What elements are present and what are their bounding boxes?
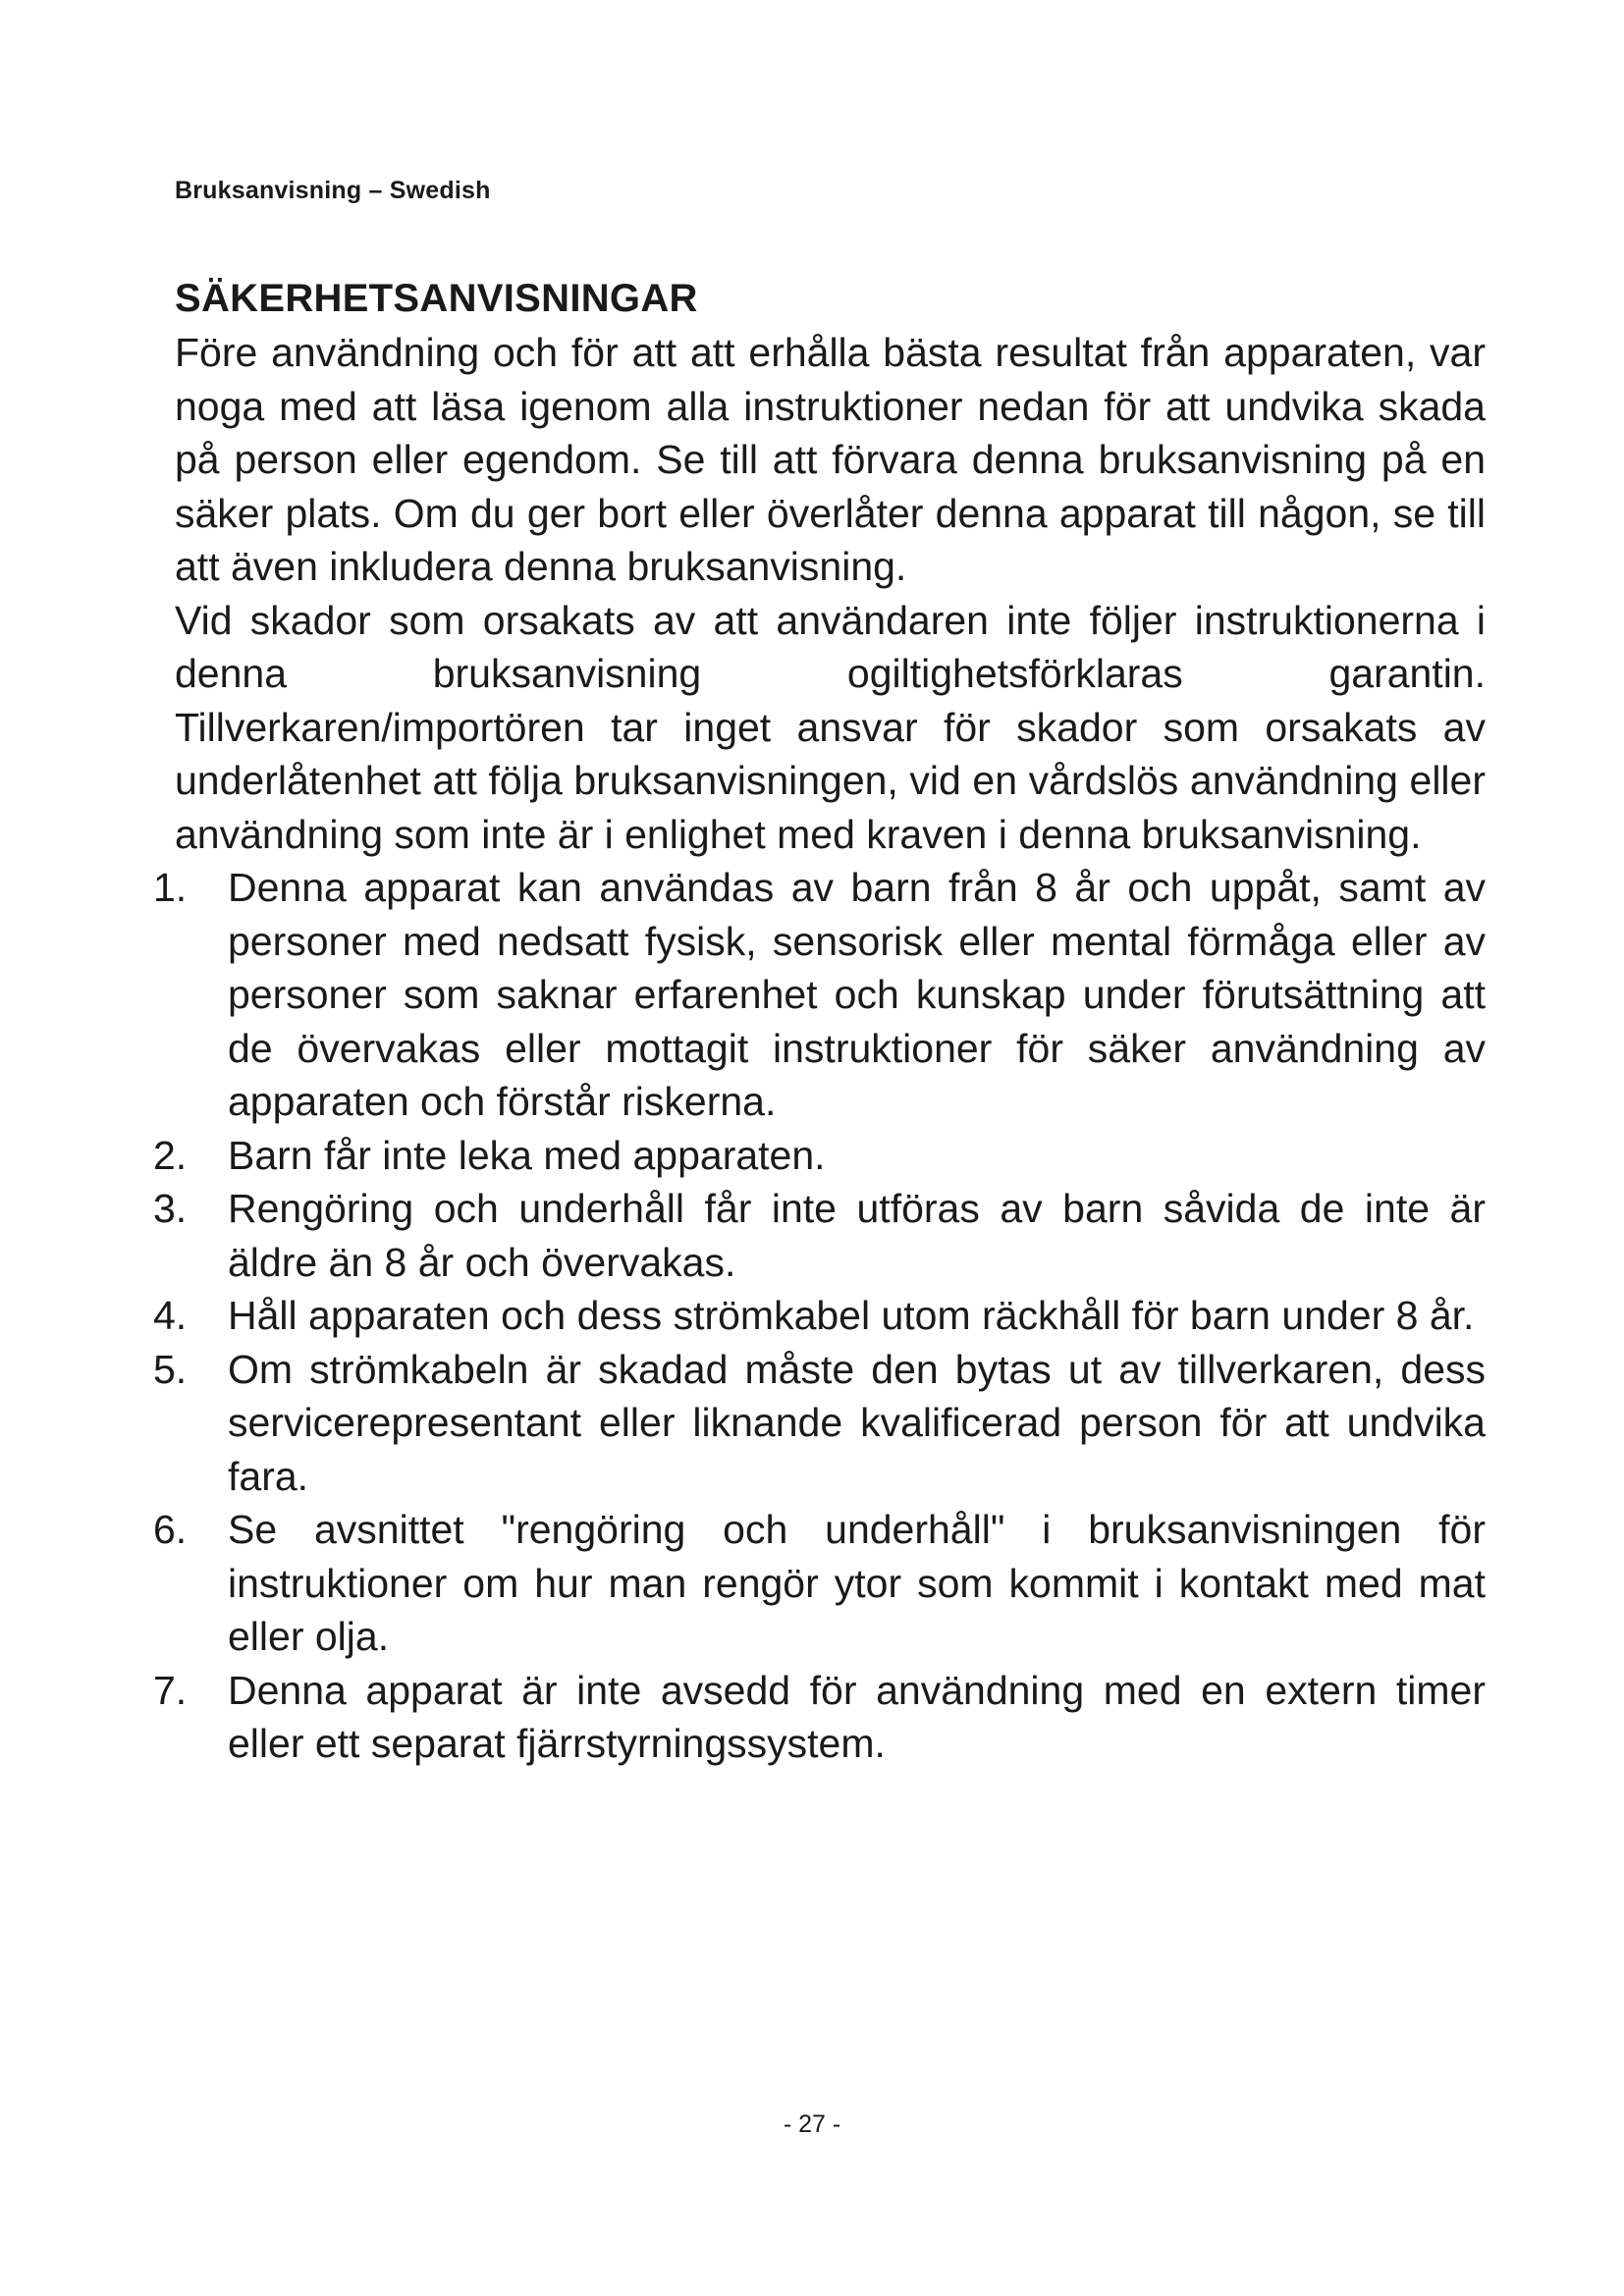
list-item-number: 2.	[153, 1132, 188, 1178]
document-header-label: Bruksanvisning – Swedish	[175, 177, 491, 204]
list-item	[153, 1343, 1486, 1504]
list-item-text: Håll apparaten och dess strömkabel utom räckhåll för barn under 8 år.	[228, 1293, 1475, 1338]
list-item-number: 5.	[153, 1346, 188, 1392]
list-item	[153, 861, 1486, 1129]
list-item-text: Om strömkabeln är skadad måste den bytas ut av tillverkaren, dess servicerepresentant eller liknande kvalificerad person för att undvika fara.	[228, 1346, 1486, 1499]
section-title: SÄKERHETSANVISNINGAR	[175, 277, 698, 320]
list-item-text: Se avsnittet "rengöring och underhåll" i bruksanvisningen för instruktioner om hur man rengör ytor som kommit i kontakt med mat eller olja.	[228, 1507, 1486, 1659]
safety-warning-list	[153, 861, 1486, 1771]
list-item-text: Barn får inte leka med apparaten.	[228, 1132, 826, 1178]
list-item-number: 7.	[153, 1667, 188, 1713]
list-item-number: 4.	[153, 1293, 188, 1338]
list-item-number: 1.	[153, 865, 188, 910]
page-number: - 27 -	[783, 2110, 841, 2138]
list-item	[153, 1129, 1486, 1183]
intro-paragraph-2: Vid skador som orsakats av att användaren inte följer instruktionerna i denna bruksanvisning ogiltighetsförklaras garantin. Tillverkaren/importören tar inget ansvar för skador som orsakats av underlåtenhet att följa bruksanvisningen, vid en vårdslös användning eller användning som inte är i enlighet med kraven i denna bruksanvisning.	[175, 597, 1486, 857]
intro-paragraph-1: Före användning och för att att erhålla bästa resultat från apparaten, var noga med att läsa igenom alla instruktioner nedan för att undvika skada på person eller egendom. Se till att förvara denna bruksanvisning på en säker plats. Om du ger bort eller överlåter denna apparat till någon, se till att även inkludera denna bruksanvisning.	[175, 330, 1486, 589]
list-item	[153, 1664, 1486, 1771]
safety-section	[153, 271, 1486, 1771]
list-item-number: 3.	[153, 1186, 188, 1231]
list-item-text: Rengöring och underhåll får inte utföras av barn såvida de inte är äldre än 8 år och övervakas.	[228, 1186, 1486, 1285]
list-item	[153, 1182, 1486, 1289]
list-item-number: 6.	[153, 1507, 188, 1552]
list-item-text: Denna apparat är inte avsedd för användning med en extern timer eller ett separat fjärrstyrningssystem.	[228, 1667, 1486, 1766]
list-item-text: Denna apparat kan användas av barn från 8 år och uppåt, samt av personer med nedsatt fysisk, sensorisk eller mental förmåga eller av personer som saknar erfarenhet och kunskap under förutsättning att de övervakas eller mottagit instruktioner för säker användning av apparaten och förstår riskerna.	[228, 865, 1486, 1124]
list-item	[153, 1289, 1486, 1343]
list-item	[153, 1503, 1486, 1664]
